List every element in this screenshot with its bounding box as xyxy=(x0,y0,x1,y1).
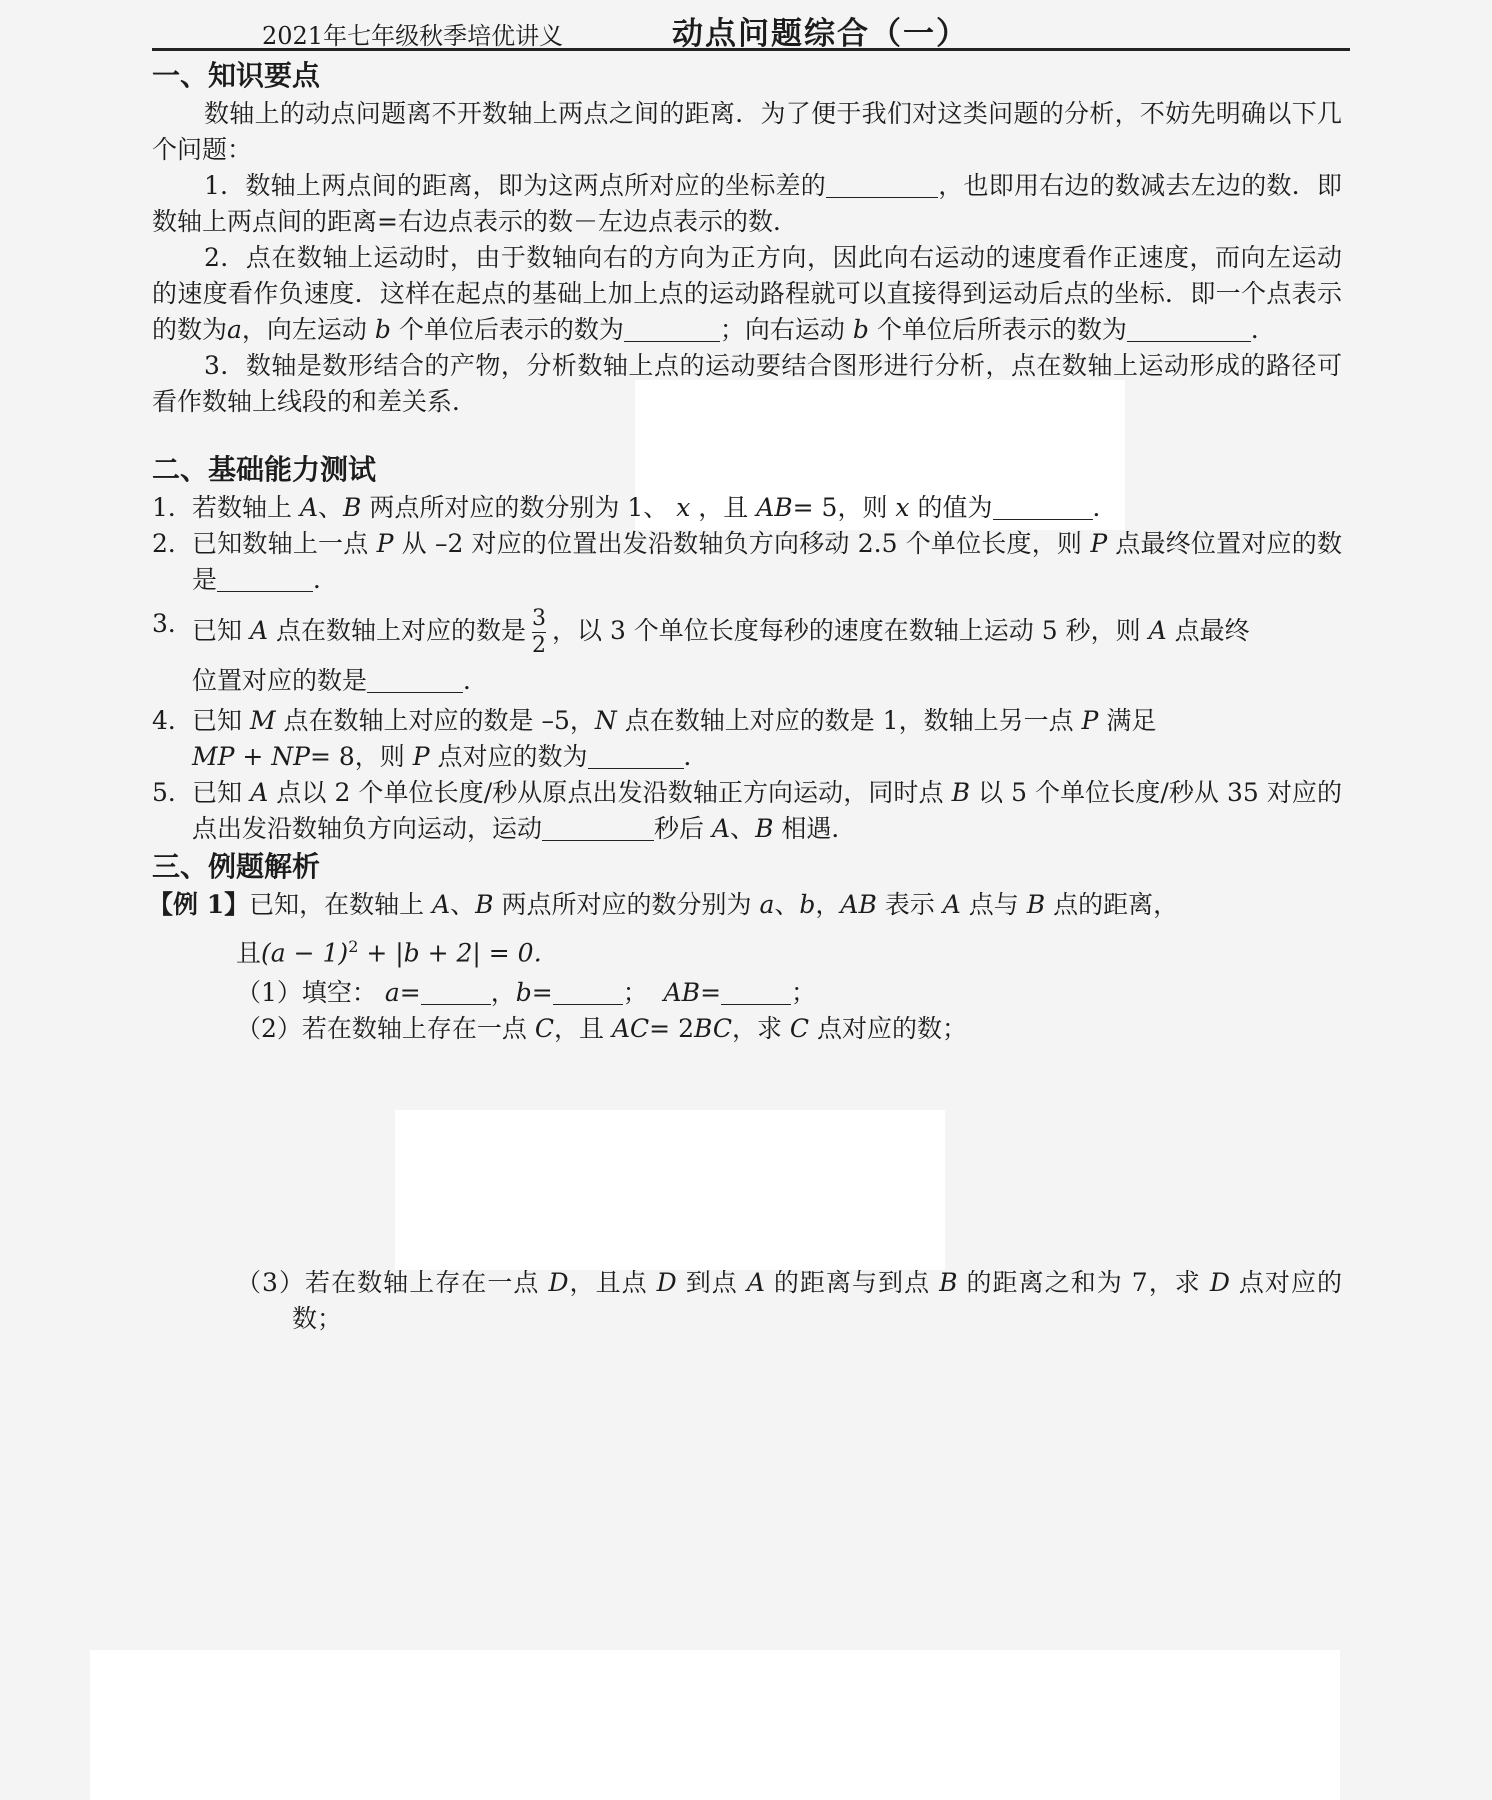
question-3: 3． 已知 A 点在数轴上对应的数是 $\frac{3}{2}$ ，以 3 个单位长度每秒的速度在数轴上运动 5 秒，则 A 点最终 位置对应的数是 ． xyxy=(152,606,1250,695)
answer-space[interactable] xyxy=(152,1047,1342,1265)
blank-patch-bottom xyxy=(90,1650,1340,1800)
answer-blank[interactable] xyxy=(217,567,313,592)
answer-blank[interactable] xyxy=(624,317,720,342)
answer-blank[interactable] xyxy=(993,495,1093,520)
question-2: 2． 已知数轴上一点 P 从 –2 对应的位置出发沿数轴负方向移动 2.5 个单位长度，则 P 点最终位置对应的数是 ． xyxy=(152,529,1342,594)
question-4: 4． 已知 M 点在数轴上对应的数是 –5，N 点在数轴上对应的数是 1，数轴上另一点 P 满足 MP + NP= 8，则 P 点对应的数为 ． xyxy=(152,706,1157,771)
knowledge-intro: 数轴上的动点问题离不开数轴上两点之间的距离．为了便于我们对这类问题的分析，不妨先明确以下几个问题： xyxy=(152,99,1342,164)
example-1-statement: 【例 1】已知，在数轴上 A、B 两点所对应的数分别为 a、b，AB 表示 A 点与 B 点的距离， xyxy=(148,890,1179,919)
answer-blank-a[interactable] xyxy=(421,980,491,1005)
answer-blank[interactable] xyxy=(542,816,654,841)
answer-blank[interactable] xyxy=(588,744,684,769)
fraction: $\frac{3}{2}$ xyxy=(532,606,546,658)
example-1-part-1: （1）填空： a= ，b= ； AB= ； xyxy=(236,978,817,1008)
knowledge-point-2: 2．点在数轴上运动时，由于数轴向右的方向为正方向，因此向右运动的速度看作正速度，而向左运动的速度看作负速度．这样在起点的基础上加上点的运动路程就可以直接得到运动后点的坐标．即一个点表示的数为a，向左运动 b 个单位后表示的数为 ；向右运动 b 个单位后所表示的数为 ． xyxy=(152,243,1342,344)
example-1-part-2: （2）若在数轴上存在一点 C，且 AC= 2BC，求 C 点对应的数； xyxy=(236,1014,968,1044)
topic-title: 动点问题综合（一） xyxy=(672,16,969,52)
section-knowledge-title: 一、知识要点 xyxy=(152,59,321,92)
example-1-part-3: （3）若在数轴上存在一点 D，且点 D 到点 A 的距离与到点 B 的距离之和为 7，求 D 点对应的数； xyxy=(236,1268,1342,1334)
section-basic-test-title: 二、基础能力测试 xyxy=(152,453,377,486)
answer-blank[interactable] xyxy=(826,173,938,198)
question-1: 1． 若数轴上 A、B 两点所对应的数分别为 1、 x ，且 AB= 5，则 x 的值为 ． xyxy=(152,493,1118,522)
question-5: 5． 已知 A 点以 2 个单位长度/秒从原点出发沿数轴正方向运动，同时点 B 以 5 个单位长度/秒从 35 对应的点出发沿数轴负方向运动，运动 秒后 A、B 相遇． xyxy=(152,778,1343,843)
answer-blank[interactable] xyxy=(367,668,463,693)
knowledge-point-1: 1．数轴上两点间的距离，即为这两点所对应的坐标差的 ，也即用右边的数减去左边的数．即数轴上两点间的距离=右边点表示的数－左边点表示的数． xyxy=(152,171,1342,236)
example-label: 【例 1】 xyxy=(148,890,250,919)
example-1-condition: 且$(a - 1)^2 + |b + 2| = 0$． xyxy=(236,937,559,968)
knowledge-point-3: 3．数轴是数形结合的产物，分析数轴上点的运动要结合图形进行分析，点在数轴上运动形成的路径可看作数轴上线段的和差关系． xyxy=(152,351,1342,416)
answer-blank-ab[interactable] xyxy=(721,980,791,1005)
page-header xyxy=(152,4,1350,51)
section-examples-title: 三、例题解析 xyxy=(152,850,321,883)
answer-blank[interactable] xyxy=(1127,317,1251,342)
answer-blank-b[interactable] xyxy=(553,980,623,1005)
worksheet-content xyxy=(148,56,1343,1337)
course-title: 2021年七年级秋季培优讲义 xyxy=(262,22,564,50)
